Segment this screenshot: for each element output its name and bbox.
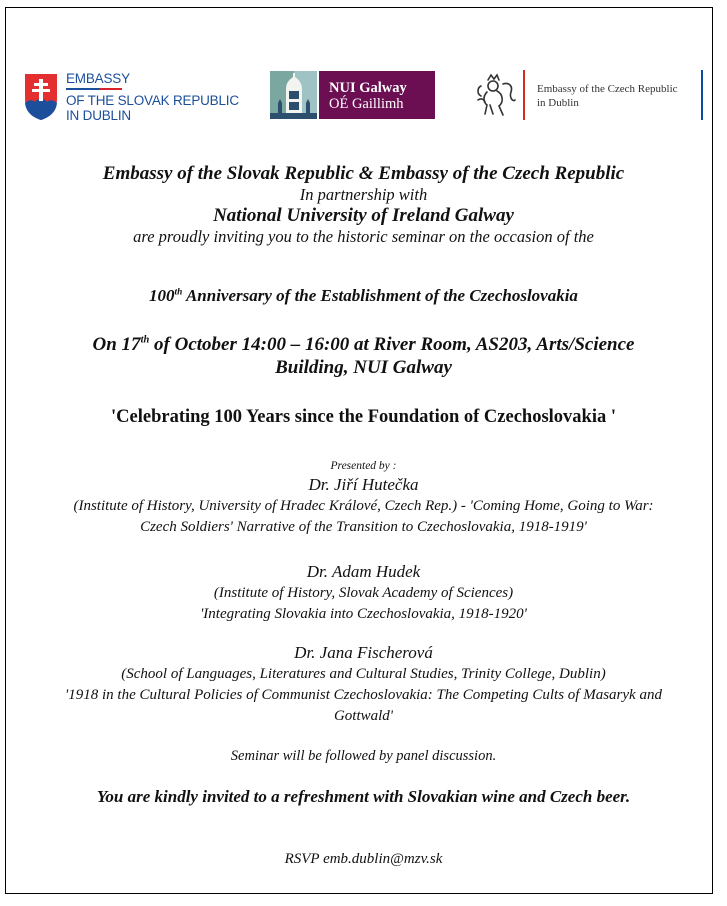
rsvp-email-link[interactable]: emb.dublin@mzv.sk	[323, 851, 443, 867]
speaker-2	[0, 561, 727, 625]
seminar-title: 'Celebrating 100 Years since the Foundation of Czechoslovakia '	[111, 407, 616, 427]
slovak-logo-rule	[66, 88, 122, 90]
anniversary-number: 100	[149, 286, 175, 305]
panel-discussion-note: Seminar will be followed by panel discussion.	[230, 748, 497, 764]
czech-blue-divider	[701, 70, 703, 120]
czech-red-divider	[523, 70, 525, 120]
slovak-coat-of-arms-icon	[24, 73, 58, 121]
panel-note-block	[0, 746, 727, 766]
speaker-name: Dr. Adam Hudek	[306, 562, 421, 581]
event-building: Building, NUI Galway	[275, 357, 452, 378]
speaker-affiliation: (Institute of History, Slovak Academy of Sciences)	[213, 585, 514, 601]
czech-lion-icon	[473, 72, 518, 118]
slovak-logo-line2: OF THE SLOVAK REPUBLIC	[66, 93, 239, 108]
seminar-title-block	[0, 406, 727, 429]
event-date-suffix: th	[140, 334, 150, 346]
speaker-3	[0, 642, 727, 727]
czech-logo-text	[537, 82, 678, 110]
speaker-talk-title-cont: Gottwald'	[333, 708, 394, 724]
anniversary-heading	[0, 285, 727, 307]
speaker-name: Dr. Jiří Hutečka	[308, 475, 419, 494]
slovak-embassy-logo	[24, 69, 239, 125]
slovak-logo-text	[66, 71, 239, 123]
nui-galway-logo	[270, 71, 435, 119]
czech-embassy-logo	[473, 72, 708, 122]
university-tower-icon	[270, 71, 317, 119]
czech-logo-line1: Embassy of the Czech Republic	[537, 83, 678, 95]
partner-name: National University of Ireland Galway	[213, 205, 514, 226]
presented-by-block	[0, 459, 727, 473]
slovak-logo-line1: EMBASSY	[66, 71, 130, 86]
speaker-talk-title: 'Integrating Slovakia into Czechoslovakia, 1918-1920'	[200, 606, 527, 622]
speaker-talk-title: '1918 in the Cultural Policies of Communist Czechoslovakia: The Competing Cults of Masaryk and	[65, 687, 662, 703]
nui-logo-text	[319, 71, 435, 119]
event-date-prefix: On 17	[92, 334, 141, 355]
rsvp-block	[0, 849, 727, 869]
speaker-1	[0, 474, 727, 538]
event-details	[0, 333, 727, 379]
slovak-logo-line3: IN DUBLIN	[66, 108, 131, 123]
nui-logo-line1: NUI Galway	[329, 80, 407, 96]
speaker-affiliation: (Institute of History, University of Hradec Králové, Czech Rep.) - 'Coming Home, Going to War:	[73, 498, 654, 514]
partnership-text: In partnership with	[299, 185, 428, 204]
refreshment-block	[0, 786, 727, 808]
logo-bar	[0, 66, 727, 128]
presented-by-label: Presented by :	[330, 460, 397, 472]
anniversary-suffix: th	[174, 287, 183, 298]
refreshment-note: You are kindly invited to a refreshment with Slovakian wine and Czech beer.	[96, 787, 631, 806]
speaker-talk-title: Czech Soldiers' Narrative of the Transition to Czechoslovakia, 1918-1919'	[140, 519, 587, 535]
event-time-location: of October 14:00 – 16:00 at River Room, AS203, Arts/Science	[149, 334, 635, 355]
anniversary-text: Anniversary of the Establishment of the Czechoslovakia	[182, 286, 578, 305]
invitation-text: are proudly inviting you to the historic seminar on the occasion of the	[133, 227, 594, 246]
hosts-heading: Embassy of the Slovak Republic & Embassy of the Czech Republic	[102, 163, 625, 184]
speaker-name: Dr. Jana Fischerová	[294, 643, 433, 662]
speaker-affiliation: (School of Languages, Literatures and Cultural Studies, Trinity College, Dublin)	[121, 666, 606, 682]
nui-logo-line2: OÉ Gaillimh	[329, 96, 404, 112]
invitation-header	[0, 163, 727, 247]
czech-logo-line2: in Dublin	[537, 97, 579, 109]
rsvp-label: RSVP	[284, 851, 320, 867]
